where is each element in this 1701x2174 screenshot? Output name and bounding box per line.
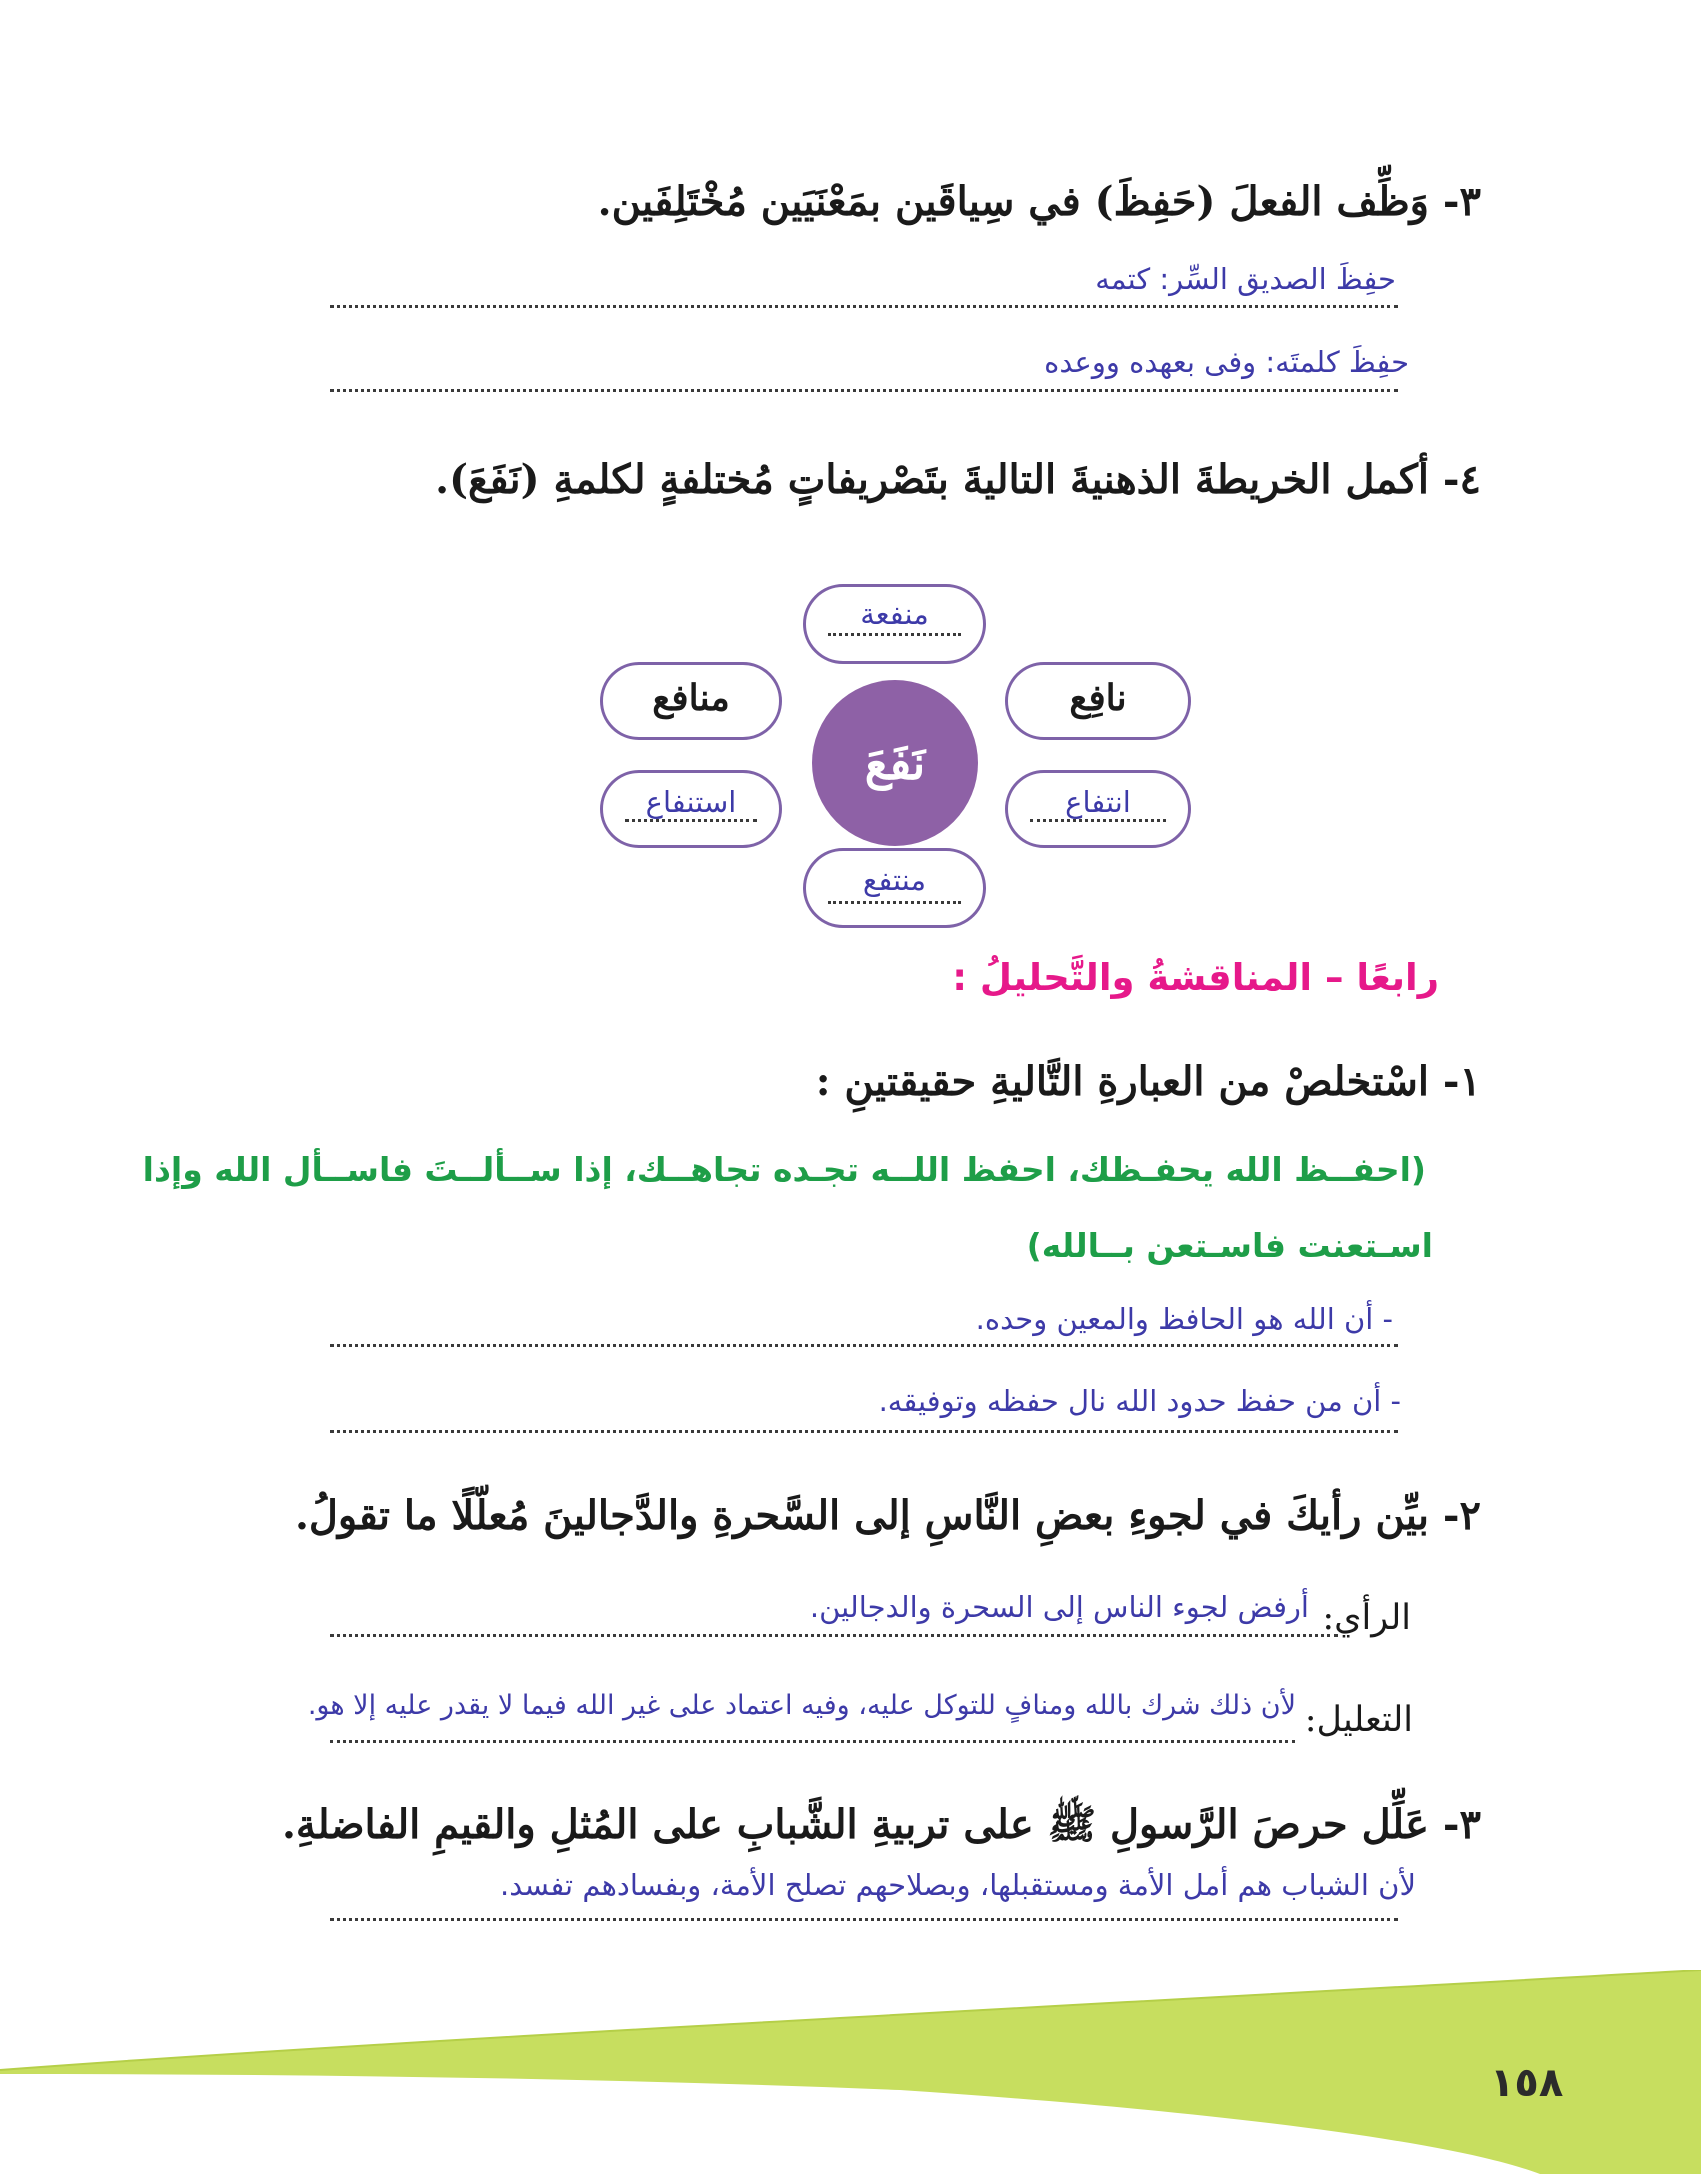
footer-accent-band bbox=[0, 1970, 1701, 2174]
map-node-bottom[interactable] bbox=[803, 848, 986, 928]
map-node-left-lower-line bbox=[625, 819, 757, 822]
map-node-top-line bbox=[828, 633, 961, 636]
reason-label: التعليل: bbox=[1304, 1700, 1413, 1740]
map-node-left-lower[interactable] bbox=[600, 770, 782, 848]
q3-answer-2-line bbox=[330, 389, 1398, 392]
opinion-answer-line bbox=[330, 1634, 1338, 1637]
question-4-title: ٤- أكمل الخريطةَ الذهنيةَ التاليةَ بتَصْريفاتٍ مُختلفةٍ لكلمةِ (نَفَعَ). bbox=[435, 456, 1481, 503]
discussion-1-answer-1-line bbox=[330, 1344, 1398, 1347]
map-node-bottom-text: منتفع bbox=[862, 863, 927, 897]
section-4-heading: رابعًا – المناقشةُ والتَّحليلُ : bbox=[952, 956, 1439, 999]
reason-answer[interactable]: لأن ذلك شرك بالله ومنافٍ للتوكل عليه، وفيه اعتماد على غير الله فيما لا يقدر عليه إلا هو. bbox=[307, 1690, 1296, 1721]
q3-answer-2[interactable]: حفِظَ كلمتَه: وفى بعهده ووعده bbox=[1044, 345, 1409, 379]
page-number: ١٥٨ bbox=[1490, 2060, 1564, 2106]
map-node-left-upper-text: منافع bbox=[652, 677, 730, 719]
discussion-2-title: ٢- بيِّن رأيكَ في لجوءِ بعضِ النَّاسِ إلى السَّحرةِ والدَّجالينَ مُعلّلًا ما تقولُ. bbox=[294, 1492, 1481, 1539]
footer-accent-shape bbox=[0, 1970, 1701, 2174]
discussion-1-answer-2[interactable]: - أن من حفظ حدود الله نال حفظه وتوفيقه. bbox=[878, 1384, 1401, 1418]
map-center-text: نَفَعَ bbox=[864, 736, 926, 790]
map-node-bottom-line bbox=[828, 901, 961, 904]
discussion-1-quote-line-1: (احفــظ الله يحفـظك، احفظ اللــه تجـده تجاهــك، إذا ســألــتَ فاســأل الله وإذا bbox=[142, 1150, 1426, 1189]
map-node-right-upper[interactable] bbox=[1005, 662, 1191, 740]
map-center-node bbox=[812, 680, 978, 846]
q3-answer-1-line bbox=[330, 305, 1398, 308]
q3-answer-1[interactable]: حفِظَ الصديق السِّر: كتمه bbox=[1095, 262, 1396, 296]
map-node-right-lower[interactable] bbox=[1005, 770, 1191, 848]
reason-answer-line bbox=[330, 1740, 1295, 1743]
discussion-1-quote-line-2: اسـتعنت فاسـتعن بــالله) bbox=[1026, 1226, 1433, 1265]
opinion-answer[interactable]: أرفض لجوء الناس إلى السحرة والدجالين. bbox=[809, 1590, 1309, 1624]
question-3-title: ٣- وَظِّف الفعلَ (حَفِظَ) في سِياقَين بمَعْنَيَين مُخْتَلِفَين. bbox=[597, 178, 1481, 225]
map-node-left-upper[interactable] bbox=[600, 662, 782, 740]
map-node-top[interactable] bbox=[803, 584, 986, 664]
discussion-3-answer[interactable]: لأن الشباب هم أمل الأمة ومستقبلها، وبصلاحهم تصلح الأمة، وبفسادهم تفسد. bbox=[500, 1868, 1416, 1902]
map-node-right-lower-text: انتفاع bbox=[1065, 785, 1131, 819]
map-node-right-lower-line bbox=[1030, 819, 1166, 822]
map-node-top-text: منفعة bbox=[860, 597, 929, 631]
map-node-left-lower-text: استنفاع bbox=[645, 785, 737, 819]
opinion-label: الرأي: bbox=[1322, 1598, 1411, 1638]
map-node-right-upper-text: نافِع bbox=[1069, 677, 1127, 719]
discussion-1-answer-2-line bbox=[330, 1430, 1398, 1433]
discussion-1-title: ١- اسْتخلصْ من العبارةِ التَّاليةِ حقيقتينِ : bbox=[815, 1058, 1481, 1105]
discussion-1-answer-1[interactable]: - أن الله هو الحافظ والمعين وحده. bbox=[975, 1302, 1393, 1336]
discussion-3-title: ٣- عَلِّل حرصَ الرَّسولِ ﷺ على تربيةِ الشَّبابِ على المُثلِ والقيمِ الفاضلةِ. bbox=[281, 1801, 1481, 1848]
discussion-3-answer-line bbox=[330, 1918, 1398, 1921]
